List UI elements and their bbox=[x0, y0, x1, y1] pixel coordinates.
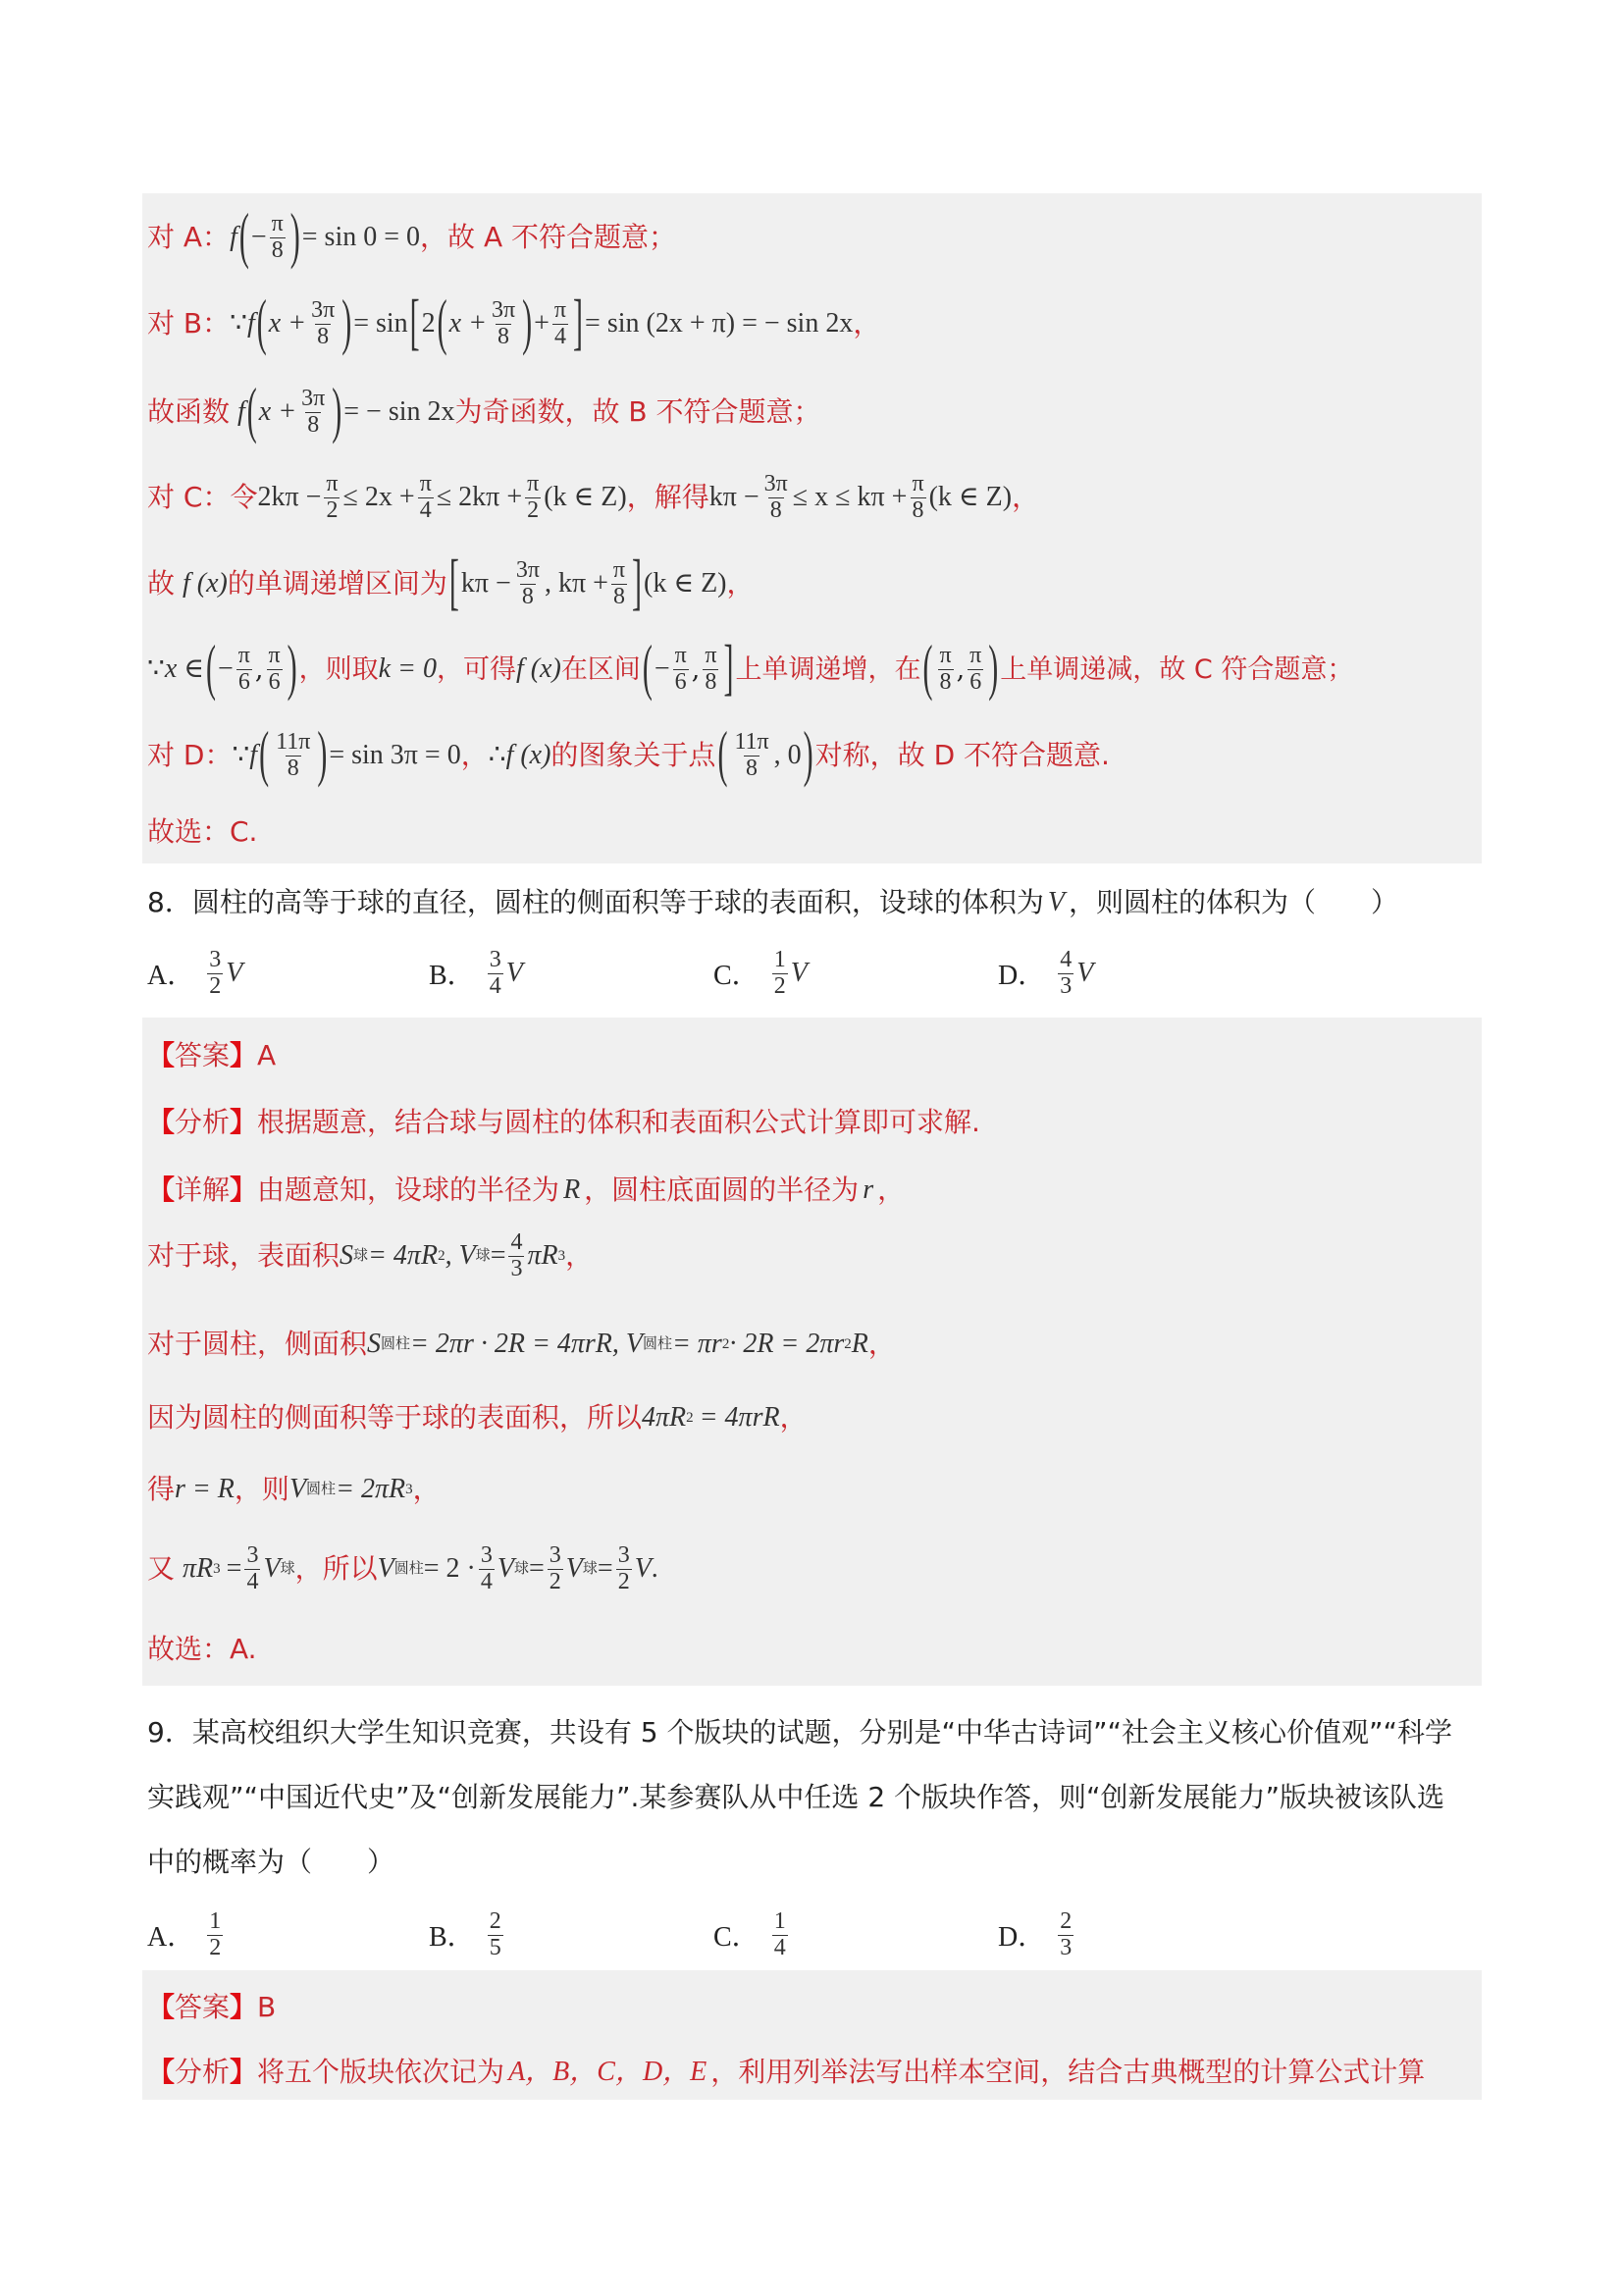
fraction: $\frac{\pi}{6}$ bbox=[674, 643, 687, 695]
q9-option-c[interactable]: C． $\frac{1}{4}$ bbox=[713, 1908, 786, 1960]
q9-stem-line3: 中的概率为（ ） bbox=[147, 1846, 395, 1878]
q8-stem: 8． 圆柱的高等于球的直径，圆柱的侧面积等于球的表面积，设球的体积为 V ，则圆柱的体积为（ ） bbox=[147, 886, 1398, 918]
q8-option-d[interactable]: D． $\frac{4}{3}$ V bbox=[998, 947, 1094, 999]
q8-detail: 【 详解 】 由题意知，设球的半径为 R ，圆柱底面圆的半径为 r ， bbox=[147, 1174, 906, 1206]
q8-option-b[interactable]: B． $\frac{3}{4}$ V bbox=[429, 947, 523, 999]
sol7-line-c3: ∵ x ∈ ( − $\frac{\pi}{6}$ , $\frac{\pi}{6}$ ) ，则取 k = 0 ，可得 f (x) 在区间 ( − $\frac{\pi}{6}$ , $\frac{\pi}{8}$ ] 上单调递增，在 ( $\frac{\pi}{8}$ , $\frac{\pi}{6}$ ) 上单调递减，故 C 符合题意； bbox=[147, 634, 1354, 703]
fraction: $\frac{\pi}{6}$ bbox=[237, 643, 250, 695]
q8-sphere-line: 对于球，表面积 S 球 = 4πR 2 , V 球 = $\frac{4}{3}$ πR 3 ， bbox=[147, 1229, 594, 1281]
fraction: $\frac{2}{3}$ bbox=[1060, 1908, 1073, 1960]
q9-stem-line2: 实践观”“中国近代史”及“创新发展能力”.某参赛队从中任选 2 个版块作答，则“创新发展能力”版块被该队选 bbox=[147, 1781, 1445, 1813]
q8-r-equals-R-line: 得 r = R ，则 V 圆柱 = 2πR 3 ， bbox=[147, 1473, 441, 1505]
fraction: $\frac{3\pi}{8}$ bbox=[301, 386, 326, 438]
sol7-line-b2: 故函数 f ( x + $\frac{3\pi}{8}$ ) = − sin 2x 为奇函数，故 B 不符合题意； bbox=[147, 377, 821, 445]
q8-option-a[interactable]: A． $\frac{3}{2}$ V bbox=[147, 947, 243, 999]
fraction: $\frac{\pi}{6}$ bbox=[268, 643, 281, 695]
q9-answer: 【 答案 】 B bbox=[147, 1991, 277, 2023]
fraction: $\frac{1}{4}$ bbox=[773, 1908, 786, 1960]
fraction: $\frac{\pi}{4}$ bbox=[419, 471, 432, 523]
fraction: $\frac{2}{5}$ bbox=[489, 1908, 501, 1960]
fraction: $\frac{11\pi}{8}$ bbox=[734, 729, 769, 781]
fraction: $\frac{\pi}{8}$ bbox=[271, 211, 284, 263]
sol7-choice: 故选：C. bbox=[147, 815, 258, 848]
fraction: $\frac{\pi}{2}$ bbox=[527, 471, 540, 523]
fraction: $\frac{\pi}{2}$ bbox=[326, 471, 339, 523]
fraction: $\frac{\pi}{8}$ bbox=[912, 471, 924, 523]
fraction: $\frac{\pi}{8}$ bbox=[939, 643, 952, 695]
fraction: $\frac{11\pi}{8}$ bbox=[276, 729, 311, 781]
fraction: $\frac{1}{2}$ bbox=[209, 1908, 222, 1960]
fraction: $\frac{3\pi}{8}$ bbox=[491, 297, 516, 349]
fraction: $\frac{3}{2}$ bbox=[617, 1542, 630, 1594]
fraction: $\frac{3\pi}{8}$ bbox=[763, 471, 788, 523]
fraction: $\frac{\pi}{8}$ bbox=[612, 557, 626, 609]
fraction: $\frac{4}{3}$ bbox=[1060, 947, 1073, 999]
q8-cylinder-line: 对于圆柱，侧面积 S 圆柱 = 2πr · 2R = 4πrR, V 圆柱 = πr 2 · 2R = 2πr 2 R ， bbox=[147, 1328, 896, 1360]
q8-choice: 故选：A. bbox=[147, 1633, 257, 1665]
sol7-line-b: 对 B： ∵ f ( x + $\frac{3\pi}{8}$ ) = sin [ 2 ( x + $\frac{3\pi}{8}$ ) + $\frac{\pi}{4}$ ] = sin (2x + π) = − sin 2x ， bbox=[147, 288, 881, 357]
sol7-line-c: 对 C：令 2kπ − $\frac{\pi}{2}$ ≤ 2x + $\frac{\pi}{4}$ ≤ 2kπ + $\frac{\pi}{2}$ (k ∈ Z) ，解得 kπ − $\frac{3\pi}{8}$ ≤ x ≤ kπ + $\frac{\pi}{8}$ (k ∈ Z) ， bbox=[147, 471, 1040, 523]
q9-option-d[interactable]: D． $\frac{2}{3}$ bbox=[998, 1908, 1073, 1960]
fraction: $\frac{3}{4}$ bbox=[246, 1542, 259, 1594]
sol7-line-a: 对 A： f ( − $\frac{\pi}{8}$ ) = sin 0 = 0 ， 故 A 不符合题意； bbox=[147, 202, 677, 271]
q8-answer: 【 答案 】 A bbox=[147, 1039, 277, 1071]
fraction: $\frac{\pi}{4}$ bbox=[553, 297, 567, 349]
fraction: $\frac{4}{3}$ bbox=[510, 1229, 523, 1281]
fraction: $\frac{\pi}{8}$ bbox=[705, 643, 717, 695]
q9-option-b[interactable]: B． $\frac{2}{5}$ bbox=[429, 1908, 501, 1960]
fraction: $\frac{1}{2}$ bbox=[773, 947, 786, 999]
q9-option-a[interactable]: A． $\frac{1}{2}$ bbox=[147, 1908, 222, 1960]
q8-option-c[interactable]: C． $\frac{1}{2}$ V bbox=[713, 947, 808, 999]
q8-analysis: 【 分析 】 根据题意，结合球与圆柱的体积和表面积公式计算即可求解. bbox=[147, 1106, 980, 1138]
q8-final-line: 又 πR 3 = $\frac{3}{4}$ V 球 ，所以 V 圆柱 = 2 · $\frac{3}{4}$ V 球 = $\frac{3}{2}$ V 球 = $\frac{3}{2}$ V . bbox=[147, 1542, 658, 1594]
q8-equal-line: 因为圆柱的侧面积等于球的表面积，所以 4πR 2 = 4πrR ， bbox=[147, 1401, 808, 1434]
fraction: $\frac{3}{4}$ bbox=[480, 1542, 493, 1594]
fraction: $\frac{3}{4}$ bbox=[489, 947, 501, 999]
sol7-line-d: 对 D： ∵ f ( $\frac{11\pi}{8}$ ) = sin 3π = 0 ， ∴ f (x) 的图象关于点 ( $\frac{11\pi}{8}$ , 0 ) 对称，故 D 不符合题意. bbox=[147, 720, 1110, 789]
fraction: $\frac{3}{2}$ bbox=[209, 947, 222, 999]
fraction: $\frac{3}{2}$ bbox=[549, 1542, 561, 1594]
sol7-line-c2: 故 f (x) 的单调递增区间为 [ kπ − $\frac{3\pi}{8}$ , kπ + $\frac{\pi}{8}$ ] (k ∈ Z) ， bbox=[147, 548, 755, 617]
fraction: $\frac{\pi}{6}$ bbox=[969, 643, 982, 695]
fraction: $\frac{3\pi}{8}$ bbox=[515, 557, 540, 609]
q9-analysis: 【 分析 】 将五个版块依次记为 A，B，C，D，E ，利用列举法写出样本空间，结合古典概型的计算公式计算 bbox=[147, 2056, 1426, 2088]
q9-stem-line1: 9． 某高校组织大学生知识竞赛，共设有 5 个版块的试题，分别是“中华古诗词”“社会主义核心价值观”“科学 bbox=[147, 1716, 1452, 1748]
fraction: $\frac{3\pi}{8}$ bbox=[311, 297, 336, 349]
